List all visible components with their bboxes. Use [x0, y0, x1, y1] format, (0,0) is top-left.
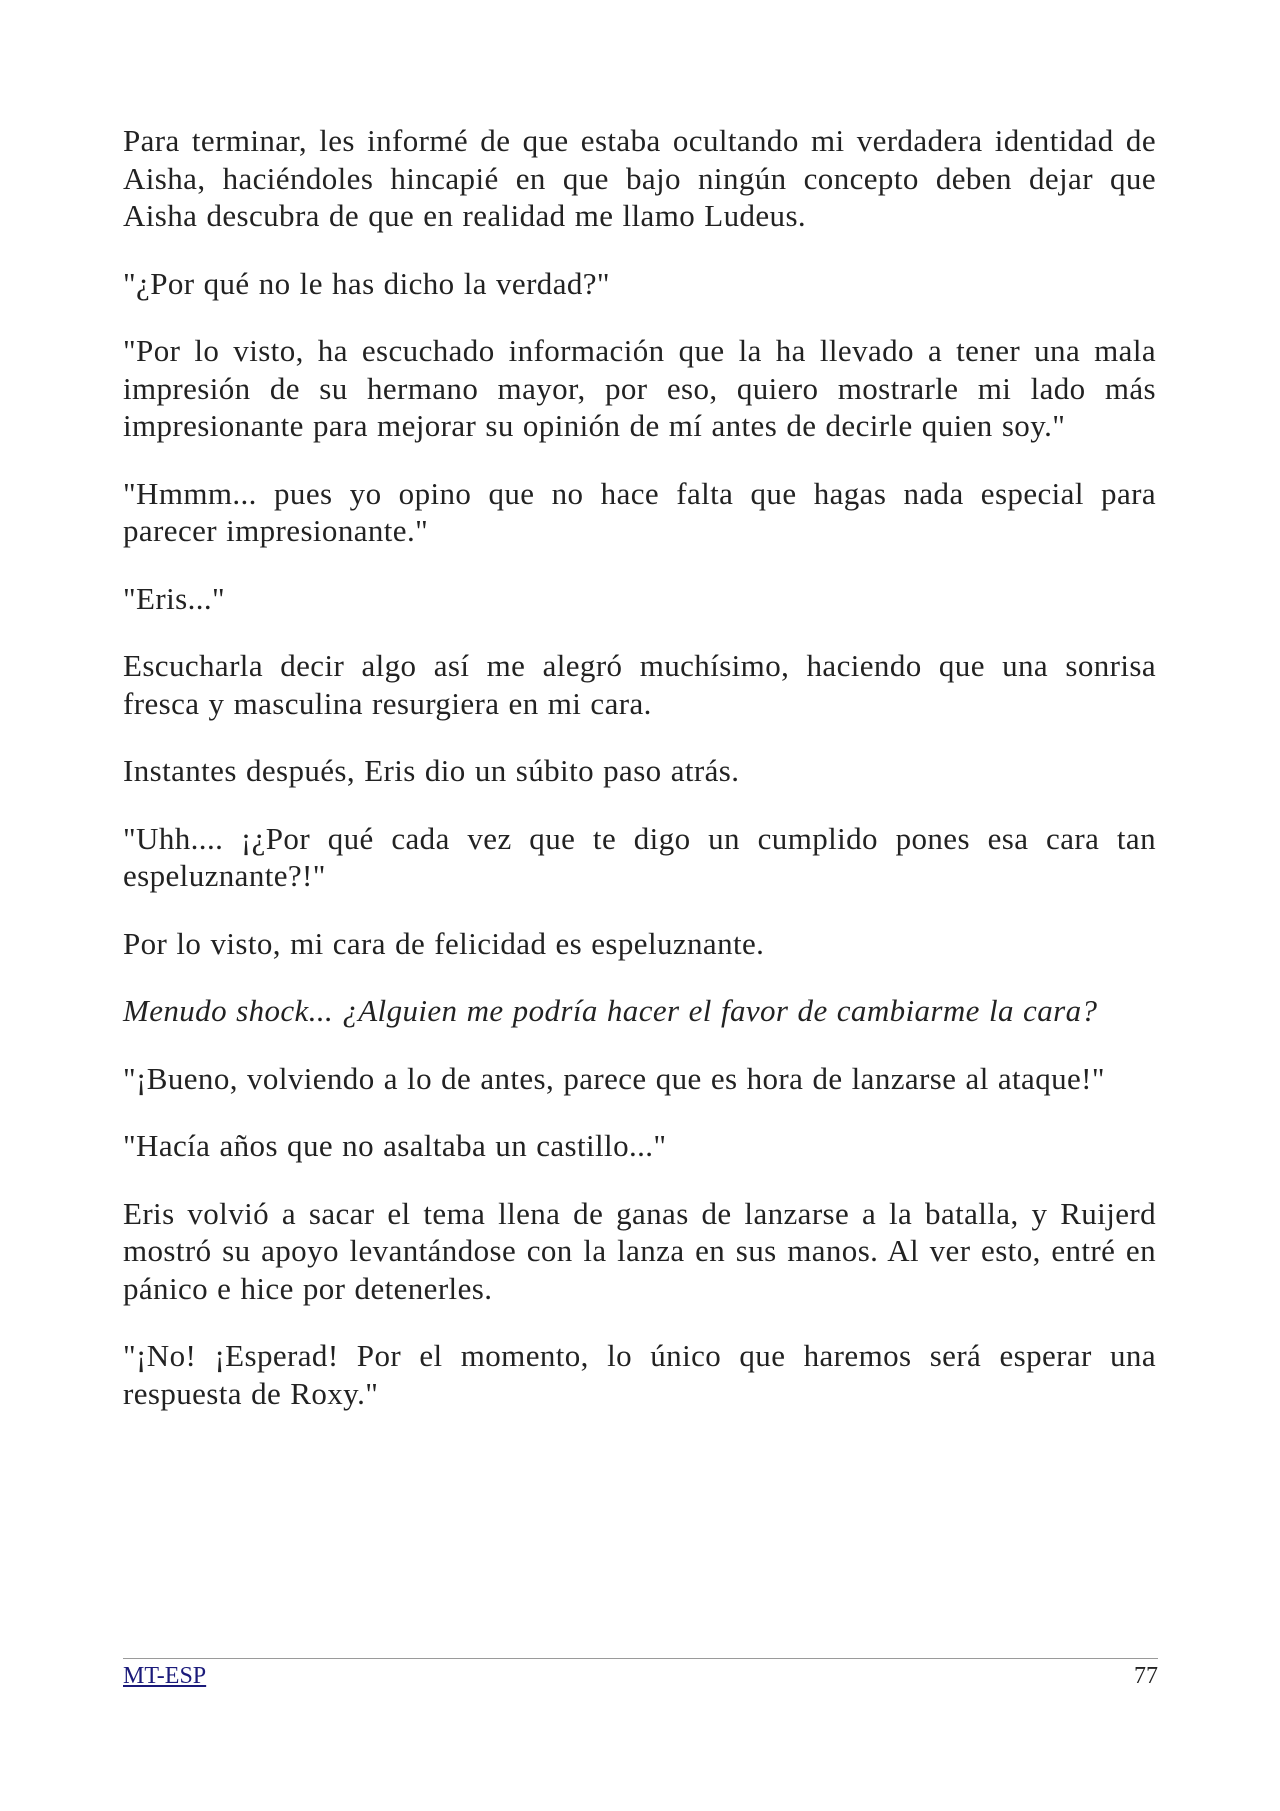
paragraph: Por lo visto, mi cara de felicidad es espeluznante. — [123, 925, 765, 961]
paragraph: "¿Por qué no le has dicho la verdad?" — [123, 265, 610, 301]
paragraph: "Eris..." — [123, 580, 226, 616]
paragraph: Instantes después, Eris dio un súbito paso atrás. — [123, 753, 740, 788]
footer-link[interactable]: MT-ESP — [123, 1663, 207, 1689]
paragraph: "¡Bueno, volviendo a lo de antes, parece que es hora de lanzarse al ataque!" — [123, 1060, 1105, 1096]
page-number: 77 — [1134, 1663, 1158, 1689]
paragraph: "Hmmm... pues yo opino que no hace falta que hagas nada especial para parecer impresionante." — [123, 475, 1156, 548]
paragraph: Escucharla decir algo así me alegró muchísimo, haciendo que una sonrisa fresca y masculina resurgiera en mi cara. — [123, 648, 1156, 721]
italic-paragraph: Menudo shock... ¿Alguien me podría hacer el favor de cambiarme la cara? — [123, 993, 1098, 1028]
page-body — [123, 122, 1156, 1442]
footer-divider — [123, 1658, 1158, 1659]
paragraph: "¡No! ¡Esperad! Por el momento, lo único que haremos será esperar una respuesta de Roxy." — [123, 1338, 1156, 1411]
paragraph: "Por lo visto, ha escuchado información que la ha llevado a tener una mala impresión de su hermano mayor, por eso, quiero mostrarle mi lado más impresionante para mejorar su opinión de mí antes de decirle quien soy." — [123, 333, 1156, 443]
paragraph: Para terminar, les informé de que estaba ocultando mi verdadera identidad de Aisha, haciéndoles hincapié en que bajo ningún concepto deben dejar que Aisha descubra de que en realidad me llamo Ludeus. — [123, 123, 1156, 233]
paragraph: "Uhh.... ¡¿Por qué cada vez que te digo un cumplido pones esa cara tan espeluznante?!" — [123, 820, 1156, 893]
paragraph: "Hacía años que no asaltaba un castillo..." — [123, 1128, 667, 1163]
paragraph: Eris volvió a sacar el tema llena de ganas de lanzarse a la batalla, y Ruijerd mostró su apoyo levantándose con la lanza en sus manos. Al ver esto, entré en pánico e hice por detenerles. — [123, 1195, 1156, 1306]
